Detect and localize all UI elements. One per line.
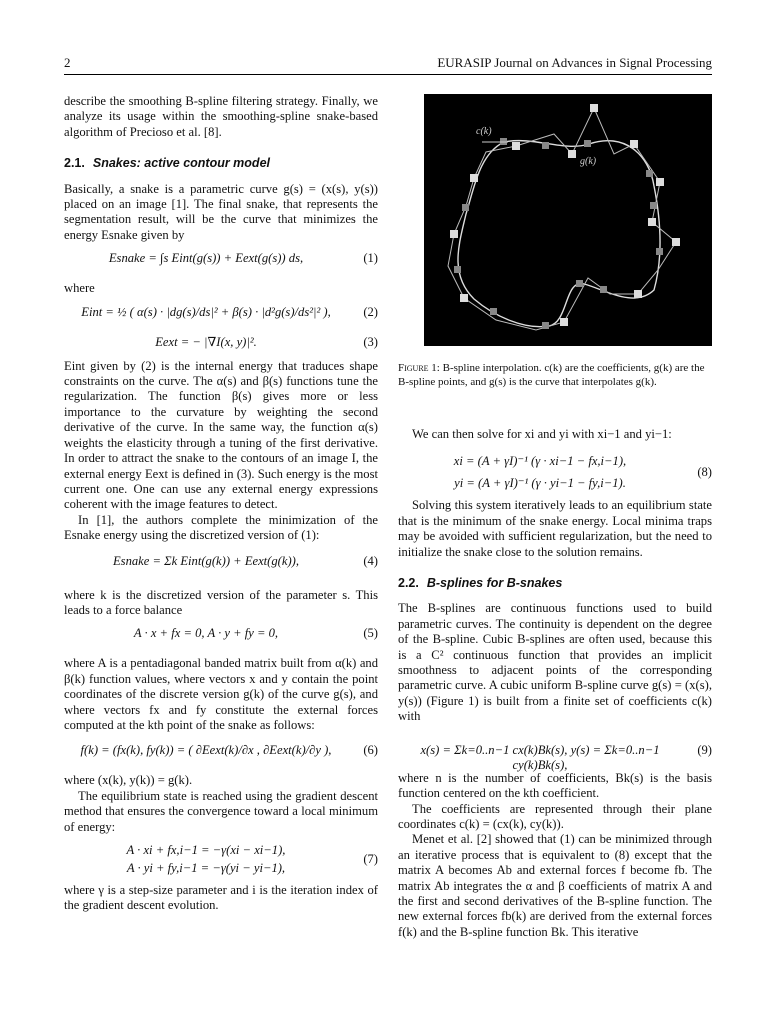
paragraph: In [1], the authors complete the minimization of the Esnake energy using the discretized version of (1): [64,512,378,543]
paragraph: Basically, a snake is a parametric curve g(s) = (x(s), y(s)) placed on an image [1]. The final snake, that represents the segmentation result, will be the curve that minimizes the energy Esnake given by [64,181,378,242]
paragraph: We can then solve for xi and yi with xi−1 and yi−1: [412,427,672,441]
right-column [398,94,712,940]
figure-1 [424,94,712,346]
equation-4: Esnake = Σk Eint(g(k)) + Eext(g(k)), (4) [112,553,378,568]
bspline-figure [424,94,712,346]
label-ck: c(k) [476,126,492,137]
label-gk: g(k) [580,156,597,167]
paragraph: The coefficients are represented through their plane coordinates c(k) = (cx(k), cy(k)). [398,801,712,831]
bspline-point-markers [454,138,663,329]
paragraph: where (x(k), y(k)) = g(k). [64,773,193,788]
where-text: where [64,281,95,296]
paragraph: Eint given by (2) is the internal energy that traduces shape constraints on the curve. The α(s) and β(s) functions tune the regularization. The function β(s) gives more or less importance to the curvature by weighting the second derivative of the curve. In the same way, the function α(s) weights the elasticity through a tuning of the first derivative. In order to attract the snake to the contours of an image I, the external energy Eext is defined in (3). Such energy is the most current one. One can use any external energy expressions coherent with the image features to detect. [64,358,378,512]
left-column [64,94,378,914]
page-number: 2 [64,55,71,70]
section-heading-2-2: 2.2. B-splines for B-snakes [398,576,563,591]
paragraph: where n is the number of coefficients, Bk(s) is the basis function centered on the kth coefficient. [398,770,712,801]
section-heading-2-1: 2.1. Snakes: active contour model [64,156,270,171]
equation-8: xi = (A + γI)⁻¹ (γ · xi−1 − fx,i−1), yi = (A + γI)⁻¹ (γ · yi−1 − fy,i−1). (8) [453,454,712,491]
intro-paragraph: describe the smoothing B-spline filtering strategy. Finally, we analyze its usage within the smoothing-spline snake-based algorithm of Precioso et al. [8]. [64,94,378,139]
equation-2: Eint = ½ ( α(s) · |dg(s)/ds|² + β(s) · |d²g(s)/ds²|² ), (2) [81,304,378,319]
paragraph: where A is a pentadiagonal banded matrix built from α(k) and β(k) function values, where vectors x and y contain the point coordinates of the discrete version g(k) of the curve g(s), and where vectors fx and fy constitute the external forces computed at the kth point of the snake as follows: [64,656,378,732]
paragraph: where k is the discretized version of the parameter s. This leads to a force balance [64,587,378,617]
equation-9: x(s) = Σk=0..n−1 cx(k)Bk(s), y(s) = Σk=0..n−1 cy(k)Bk(s), (9) [420,742,712,773]
paragraph: The equilibrium state is reached using the gradient descent method that ensures the convergence toward a local minimum of energy: [64,788,378,834]
paragraph: where γ is a step-size parameter and i is the iteration index of the gradient descent evolution. [64,883,378,913]
header-rule [64,74,712,75]
equation-1: Esnake = ∫s Eint(g(s)) + Eext(g(s)) ds, (1) [108,251,378,266]
journal-title: EURASIP Journal on Advances in Signal Processing [437,55,712,70]
equation-6: f(k) = (fx(k), fy(k)) = ( ∂Eext(k)/∂x , ∂Eext(k)/∂y ), (6) [80,743,378,758]
paragraph: Menet et al. [2] showed that (1) can be minimized through an iterative process that is equivalent to (8) except that the matrix A becomes Ab and external forces f become fb. The matrix Ab integrates the α and β coefficients of matrix A and the first and second derivatives of the B-spline function. The new external forces fb(k) are derived from the external forces f(k) and the B-spline function Bk. This iterative [398,832,712,939]
coefficient-markers [450,104,680,326]
figure-caption: Figure 1: B-spline interpolation. c(k) are the coefficients, g(k) are the B-spline points, and g(s) is the curve that interpolates g(k). [398,362,705,388]
equation-5: A · x + fx = 0, A · y + fy = 0, (5) [133,626,378,641]
equation-3: Eext = − |∇I(x, y)|². (3) [155,334,378,349]
paragraph: Solving this system iteratively leads to an equilibrium state that is the minimum of the snake energy. Local minima traps may be avoided with sufficient regularization, but the need to initialize the snake close to the solution remains. [398,498,712,559]
paragraph: The B-splines are continuous functions used to build parametric curves. The continuity is dependent on the degree of the B-spline. Cubic B-splines are often used, because this is a C² continuous function that provides an implicit smoothness to adjacent points of the corresponding parametric curve. A cubic uniform B-spline curve g(s) = (x(s), y(s)) (Figure 1) is built from a finite set of coefficients c(k) with [398,601,712,724]
equation-7: A · xi + fx,i−1 = −γ(xi − xi−1), A · yi + fy,i−1 = −γ(yi − yi−1), (7) [126,843,378,875]
bspline-curve [458,141,660,327]
